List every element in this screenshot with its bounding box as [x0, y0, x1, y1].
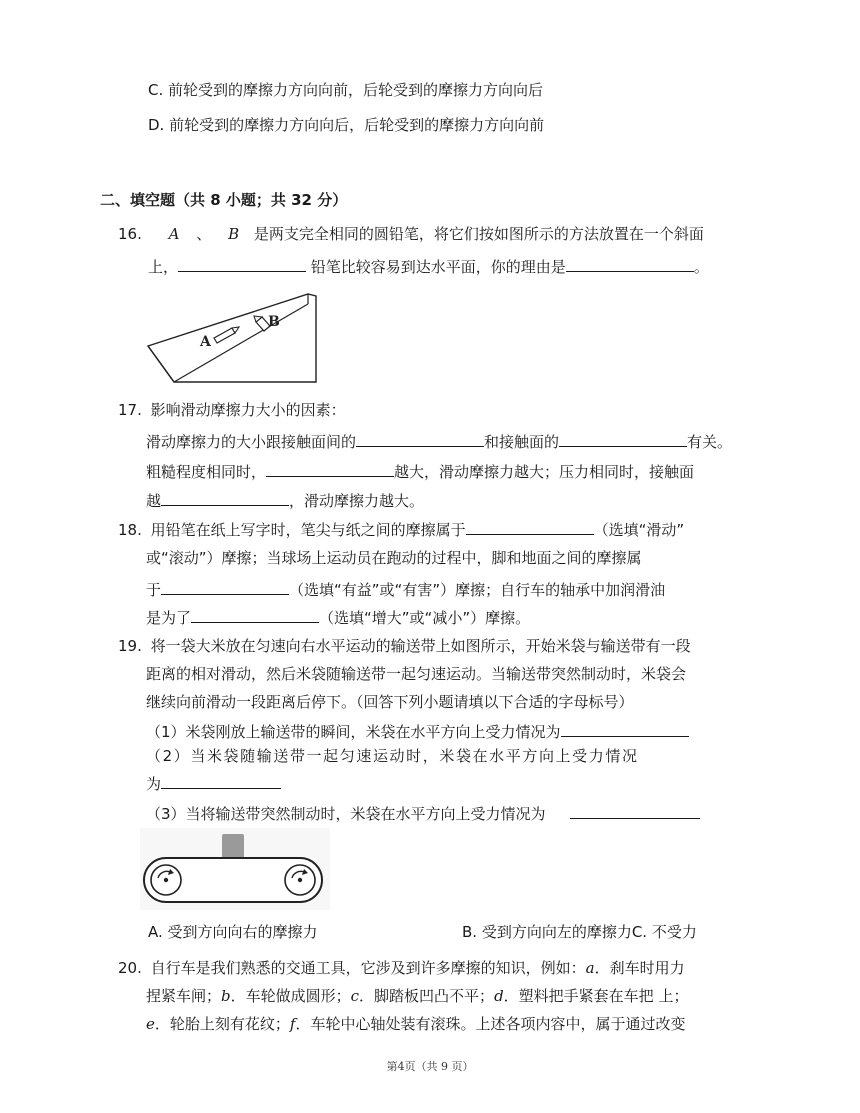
q17-text-3b: ，滑动摩擦力越大。: [289, 492, 425, 510]
q19-sub-2b-text: 为: [146, 775, 162, 793]
q19-sub-2b: [146, 772, 281, 794]
figure-label-a: A: [200, 334, 211, 350]
option-c: C. 前轮受到的摩擦力方向向前，后轮受到的摩擦力方向向后: [148, 81, 544, 99]
q17-blank-2[interactable]: [559, 430, 687, 447]
q18-text-3a: 于: [146, 581, 162, 599]
q18-number: 18.: [118, 521, 142, 539]
q17-text-1a: 滑动摩擦力的大小跟接触面间的: [146, 433, 357, 451]
q19-option-a: A. 受到方向向右的摩擦力: [148, 923, 318, 941]
q17-text-2b: 越大，滑动摩擦力越大；压力相同时，接触面: [394, 463, 695, 481]
q18-line-4: [146, 606, 530, 628]
q20-text-2d: ．塑料把手紧套在车把 上；: [503, 987, 689, 1005]
q17-line-3: [146, 489, 424, 511]
q18-text-1a: 用铅笔在纸上写字时，笔尖与纸之间的摩擦属于: [150, 521, 466, 539]
q19-line-1: [118, 636, 691, 656]
q17-line-0: [118, 400, 346, 420]
q18-blank-3[interactable]: [191, 606, 319, 623]
q20-text-2a: 捏紧车闸；: [146, 987, 222, 1005]
q20-letter-f: f: [289, 1015, 296, 1033]
q20-letter-c: c: [350, 987, 360, 1005]
q16-blank-1[interactable]: [178, 255, 306, 272]
q18-text-4b: （选填“增大”或“减小”）摩擦。: [319, 609, 531, 627]
q17-text-1b: 和接触面的: [484, 433, 560, 451]
q16-number: 16.: [118, 225, 142, 243]
q20-letter-d: d: [494, 987, 504, 1005]
q18-blank-2[interactable]: [161, 578, 289, 595]
q19-sub-1-text: （1）米袋刚放上输送带的瞬间，米袋在水平方向上受力情况为: [146, 723, 561, 741]
q20-text-2c: ．脚踏板凹凸不平；: [359, 987, 495, 1005]
q16-sep: 、: [196, 225, 212, 243]
q16-text-2b: 铅笔比较容易到达水平面，你的理由是: [310, 258, 566, 276]
q16-text-1: 是两支完全相同的圆铅笔，将它们按如图所示的方法放置在一个斜面: [253, 225, 704, 243]
q19-option-bc: B. 受到方向向左的摩擦力C. 不受力: [462, 923, 697, 941]
q18-blank-1[interactable]: [466, 518, 594, 535]
q16-line-1: [118, 224, 704, 244]
q18-text-3b: （选填“有益”或“有害”）摩擦；自行车的轴承中加润滑油: [289, 581, 666, 599]
q17-blank-1[interactable]: [356, 430, 484, 447]
rice-bag: [222, 834, 244, 858]
q18-line-3: [146, 578, 665, 600]
q16-label-a: A: [168, 225, 180, 243]
q16-line-2: [148, 255, 709, 277]
conveyor-figure: [140, 828, 330, 910]
incline-figure: [140, 288, 330, 388]
q17-line-2: [146, 460, 694, 482]
q18-line-1: [118, 518, 684, 540]
q20-text-1a: 自行车是我们熟悉的交通工具，它涉及到许多摩擦的知识，例如：: [150, 959, 586, 977]
q19-blank-2[interactable]: [161, 772, 281, 789]
q16-text-2c: 。: [693, 258, 709, 276]
right-roller: [285, 865, 315, 895]
q16-label-b: B: [228, 225, 240, 243]
q17-line-1: [146, 430, 732, 452]
option-d: D. 前轮受到的摩擦力方向向后，后轮受到的摩擦力方向向前: [148, 116, 545, 134]
q17-title: 影响滑动摩擦力大小的因素：: [150, 401, 346, 419]
q19-blank-1[interactable]: [561, 720, 689, 737]
q17-text-2a: 粗糙程度相同时，: [146, 463, 267, 481]
q19-sub-2: （2）当米袋随输送带一起匀速运动时，米袋在水平方向上受力情况: [146, 747, 639, 765]
q19-text-1: 将一袋大米放在匀速向右水平运动的输送带上如图所示，开始米袋与输送带有一段: [150, 637, 691, 655]
q20-text-1b: ．刹车时用力: [594, 959, 685, 977]
q20-text-3a: ．轮胎上刻有花纹；: [154, 1015, 290, 1033]
q17-blank-3[interactable]: [266, 460, 394, 477]
q19-line-2: 距离的相对滑动，然后米袋随输送带一起匀速运动。当输送带突然制动时，米袋会: [146, 665, 687, 683]
q20-letter-b: b: [221, 987, 231, 1005]
q18-line-2: 或“滚动”）摩擦；当球场上运动员在跑动的过程中，脚和地面之间的摩擦属: [146, 549, 642, 567]
q20-letter-e: e: [146, 1015, 155, 1033]
q16-blank-2[interactable]: [566, 255, 694, 272]
q20-letter-a: a: [585, 959, 595, 977]
page-footer: 第4页（共 9 页）: [386, 1060, 474, 1073]
q19-number: 19.: [118, 637, 142, 655]
section-title: 二、填空题（共 8 小题；共 32 分）: [100, 191, 348, 209]
q18-text-1b: （选填“滑动”: [593, 521, 685, 539]
q19-sub-3: [146, 802, 700, 824]
q19-sub-1: [146, 720, 689, 742]
q19-blank-3[interactable]: [570, 802, 700, 819]
q17-text-1c: 有关。: [687, 433, 733, 451]
q20-line-2: [146, 986, 688, 1006]
q20-line-3: [146, 1014, 685, 1034]
q19-line-3: 继续向前滑动一段距离后停下。（回答下列小题请填以下合适的字母标号）: [146, 693, 634, 711]
q17-blank-4[interactable]: [161, 489, 289, 506]
q20-line-1: [118, 958, 685, 978]
q18-text-4a: 是为了: [146, 609, 192, 627]
incline-body: [148, 294, 316, 382]
q19-sub-3-text: （3）当将输送带突然制动时，米袋在水平方向上受力情况为: [146, 805, 546, 823]
figure-label-b: B: [268, 314, 280, 330]
q16-text-2a: 上，: [148, 258, 179, 276]
q17-text-3a: 越: [146, 492, 162, 510]
q17-number: 17.: [118, 401, 142, 419]
q20-number: 20.: [118, 959, 142, 977]
q20-text-3b: ．车轮中心轴处装有滚珠。上述各项内容中，属于通过改变: [295, 1015, 686, 1033]
q20-text-2b: ．车轮做成圆形；: [230, 987, 351, 1005]
left-roller: [151, 865, 181, 895]
